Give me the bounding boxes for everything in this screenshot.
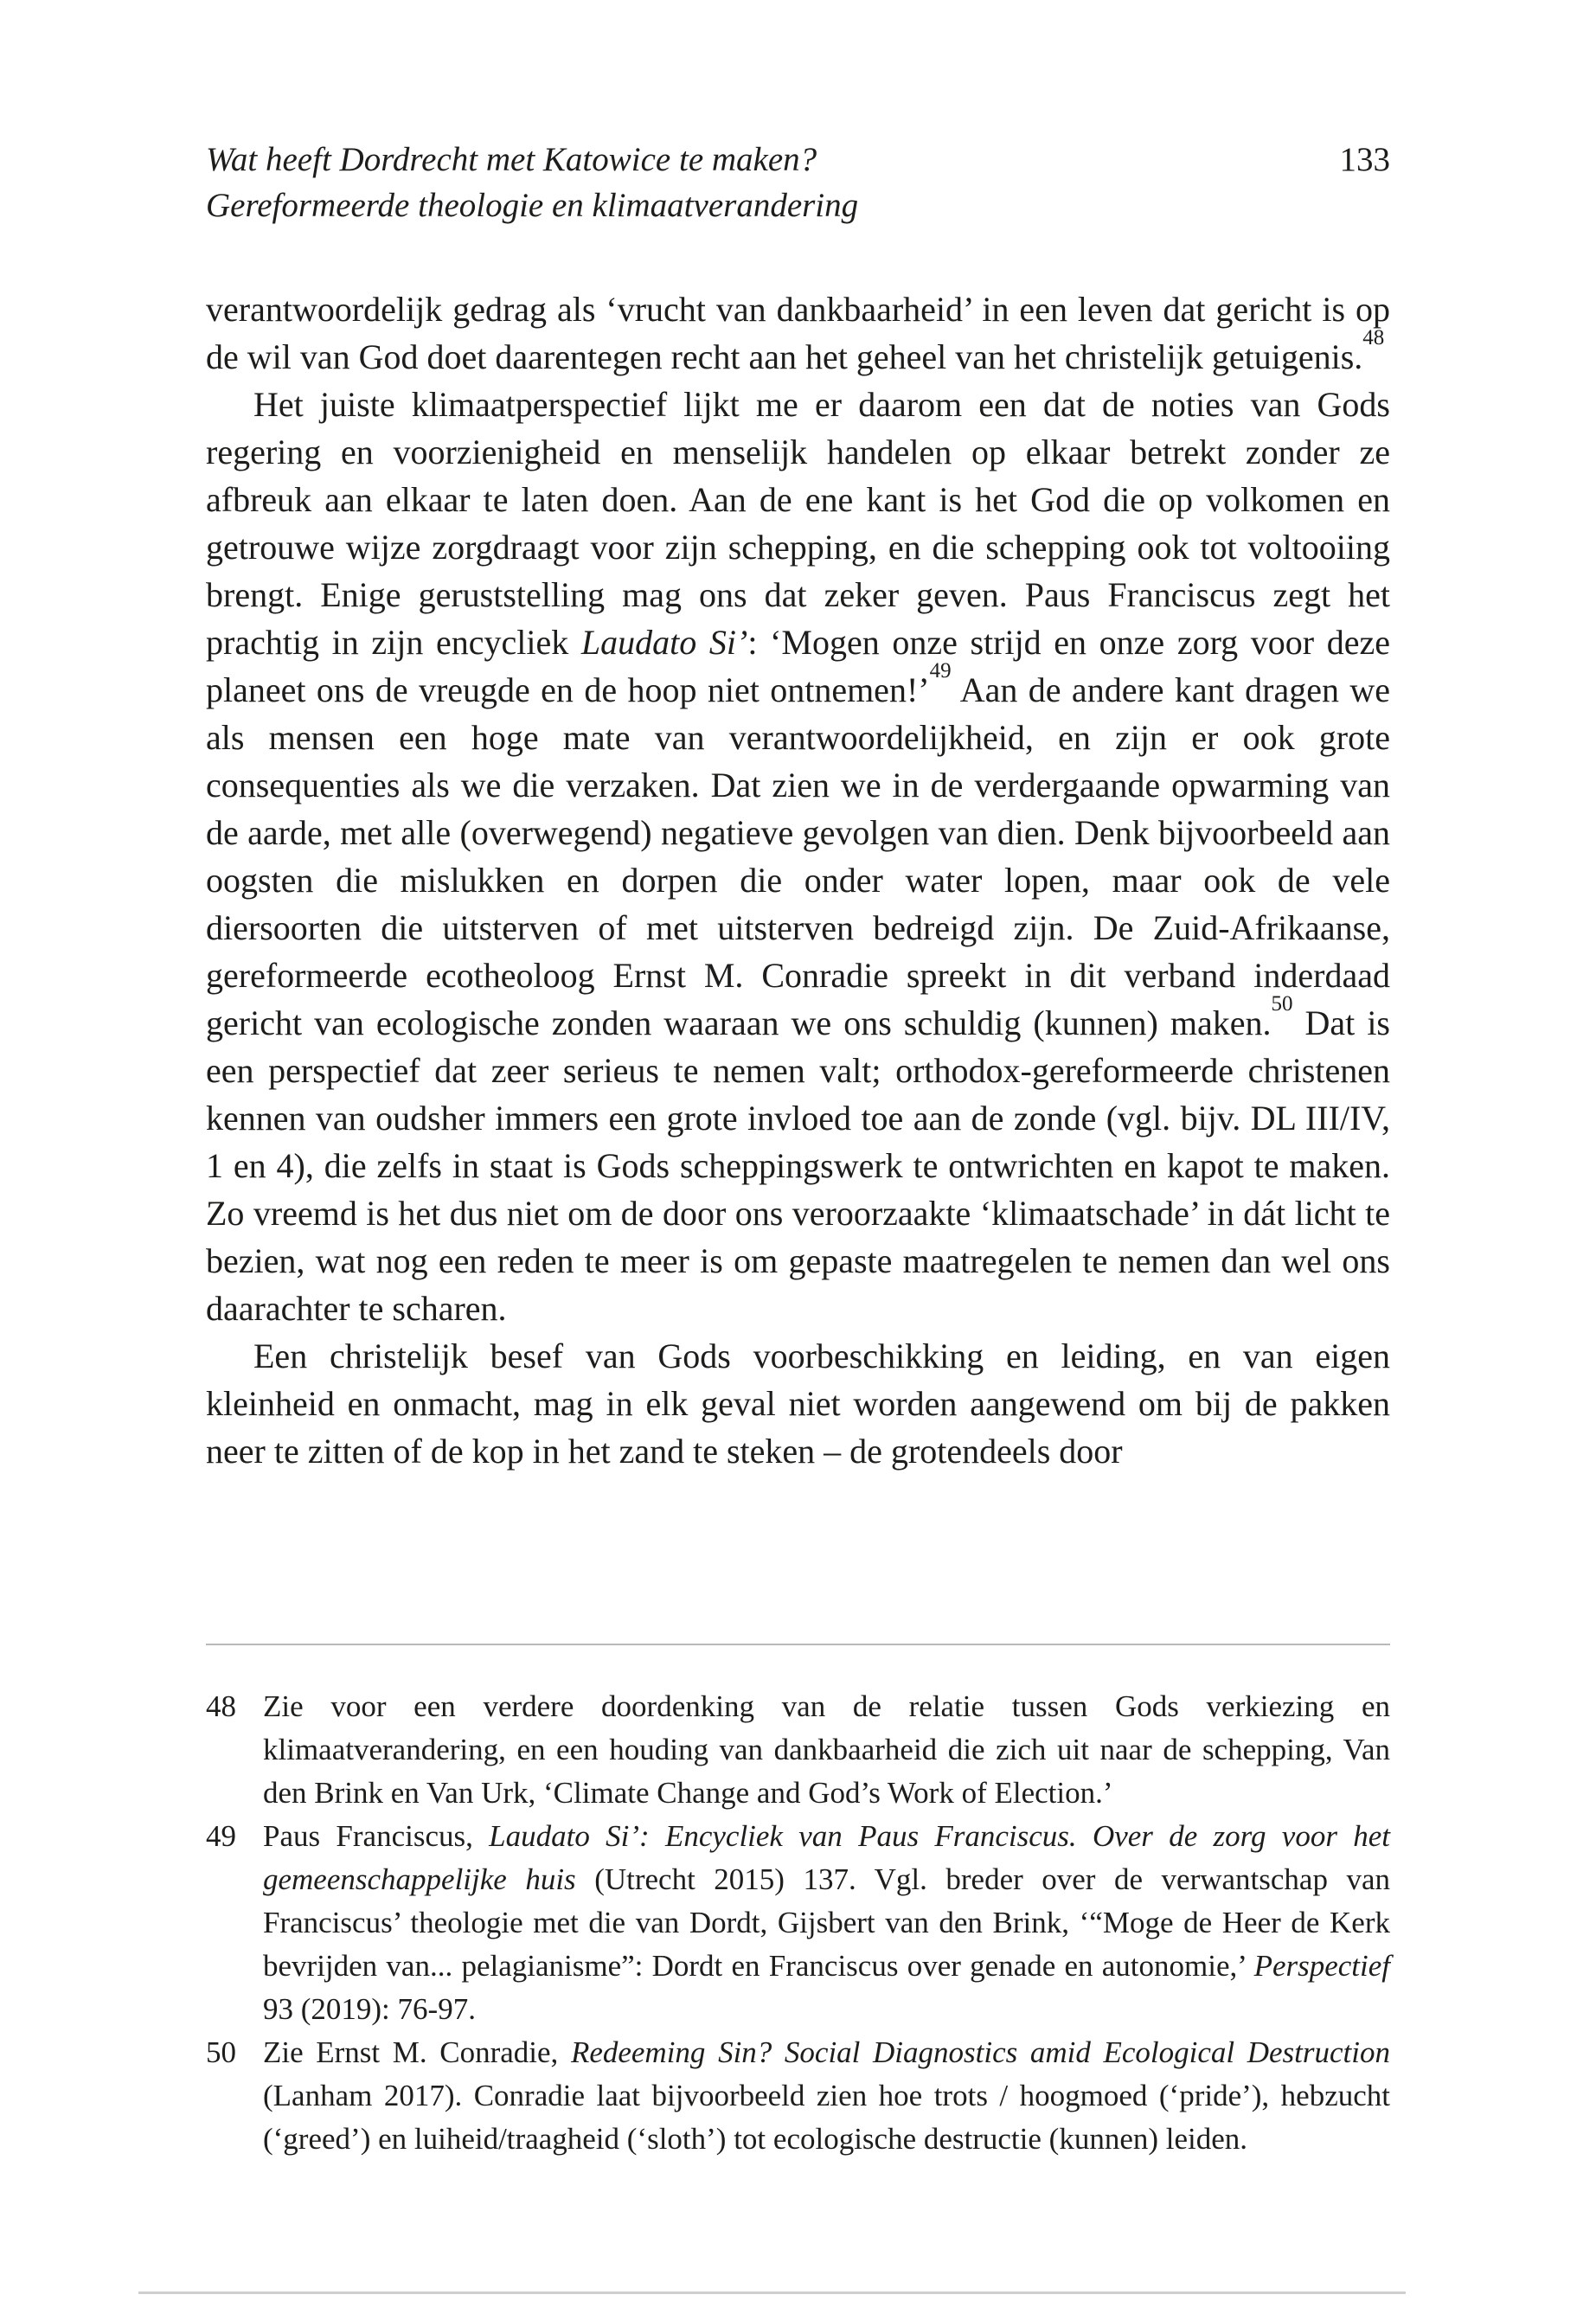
paragraph: Een christelijk besef van Gods voorbeschikking en leiding, en van eigen kleinheid en onmacht, mag in elk geval niet worden aangewend om bij de pakken neer te zitten of de kop in het zand te steken – de grotendeels door xyxy=(206,1336,1390,1471)
paragraph-continuation: verantwoordelijk gedrag als ‘vrucht van dankbaarheid’ in een leven dat gericht is op de wil van God doet daarentegen recht aan het geheel van het christelijk getuigenis.$^{48}$ xyxy=(206,290,1390,376)
footnote-area xyxy=(206,1644,1390,2161)
footnote-number: 48 xyxy=(206,1689,236,1723)
running-header xyxy=(206,137,1390,228)
footnote-text: Paus Franciscus, Laudato Si’: Encycliek van Paus Franciscus. Over de zorg voor het gemeenschappelijke huis (Utrecht 2015) 137. Vgl. breder over de verwantschap van Franciscus’ theologie met die van Dordt, Gijsbert van den Brink, ‘“Moge de Heer de Kerk bevrijden van... pelagianisme”: Dordt en Franciscus over genade en autonomie,’ Perspectief 93 (2019): 76-97. xyxy=(263,1819,1391,2026)
paragraph: Het juiste klimaatperspectief lijkt me er daarom een dat de noties van Gods regering en voorzienigheid en menselijk handelen op elkaar betrekt zonder ze afbreuk aan elkaar te laten doen. Aan de ene kant is het God die op volkomen en getrouwe wijze zorgdraagt voor zijn schepping, en die schepping ook tot voltooiing brengt. Enige geruststelling mag ons dat zeker geven. Paus Franciscus zegt het prachtig in zijn encycliek Laudato Si’: ‘Mogen onze strijd en onze zorg voor deze planeet ons de vreugde en de hoop niet ontnemen!’$^{49}$ Aan de andere kant dragen we als mensen een hoge mate van verantwoordelijkheid, en zijn er ook grote consequenties als we die verzaken. Dat zien we in de verdergaande opwarming van de aarde, met alle (overwegend) negatieve gevolgen van dien. Denk bijvoorbeeld aan oogsten die mislukken en dorpen die onder water lopen, maar ook de vele diersoorten die uitsterven of met uitsterven bedreigd zijn. De Zuid-Afrikaanse, gereformeerde ecotheoloog Ernst M. Conradie spreekt in dit verband inderdaad gericht van ecologische zonden waaraan we ons schuldig (kunnen) maken.$^{50}$ Dat is een perspectief dat zeer serieus te nemen valt; orthodox-gereformeerde christenen kennen van oudsher immers een grote invloed toe aan de zonde (vgl. bijv. DL III/IV, 1 en 4), die zelfs in staat is Gods scheppingswerk te ontwrichten en kapot te maken. Zo vreemd is het dus niet om de door ons veroorzaakte ‘klimaatschade’ in dát licht te bezien, wat nog een reden te meer is om gepaste maatregelen te nemen dan wel ons daarachter te scharen. xyxy=(206,385,1391,1328)
body-text xyxy=(206,285,1390,1475)
footnote xyxy=(206,2031,1390,2161)
footnote-number: 50 xyxy=(206,2035,236,2069)
footnote-number: 49 xyxy=(206,1819,236,1853)
chapter-title: Wat heeft Dordrecht met Katowice te maken? xyxy=(206,141,817,178)
running-header-titles xyxy=(206,137,858,228)
footnote xyxy=(206,1685,1390,1815)
page-number: 133 xyxy=(1339,141,1390,178)
chapter-subtitle: Gereformeerde theologie en klimaatverandering xyxy=(206,187,859,224)
footnote xyxy=(206,1815,1390,2031)
footnote-text: Zie Ernst M. Conradie, Redeeming Sin? Social Diagnostics amid Ecological Destruction (Lanham 2017). Conradie laat bijvoorbeeld zien hoe trots / hoogmoed (‘pride’), hebzucht (‘greed’) en luiheid/traagheid (‘sloth’) tot ecologische destructie (kunnen) leiden. xyxy=(263,2035,1391,2156)
footnote-text: Zie voor een verdere doordenking van de relatie tussen Gods verkiezing en klimaatverandering, en een houding van dankbaarheid die zich uit naar de schepping, Van den Brink en Van Urk, ‘Climate Change and God’s Work of Election.’ xyxy=(263,1689,1390,1810)
footnote-separator xyxy=(206,1644,1390,1645)
page-bottom-edge xyxy=(138,2291,1406,2294)
